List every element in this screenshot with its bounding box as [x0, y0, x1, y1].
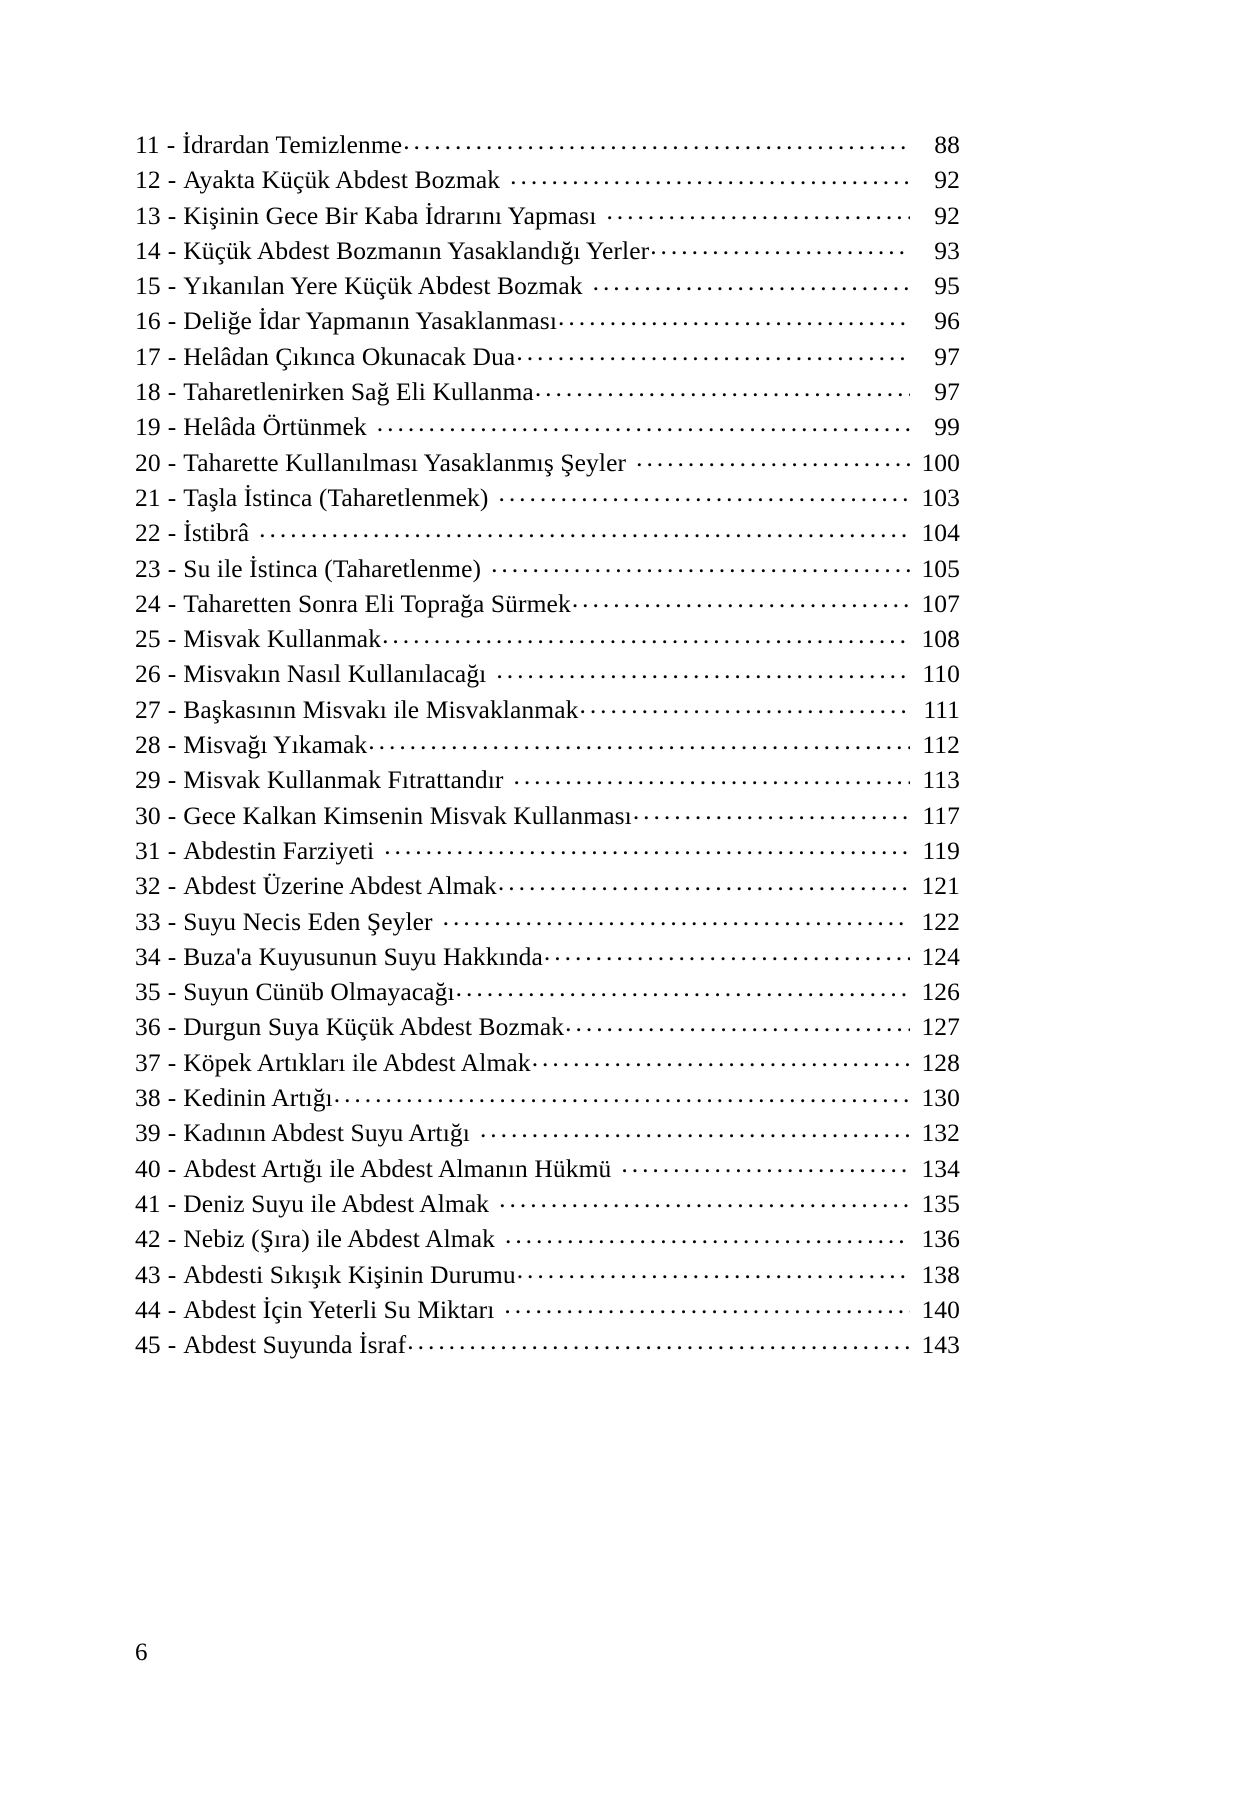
toc-entry-page-number: 103 — [921, 482, 960, 512]
toc-entry-page-number: 128 — [921, 1047, 960, 1077]
toc-entry-separator: - — [167, 871, 177, 901]
toc-entry-title: Deliğe İdar Yapmanın Yasaklanması — [183, 306, 558, 336]
toc-entry-number: 24 — [135, 588, 161, 618]
toc-dot-leader — [633, 798, 910, 824]
toc-entry-title: Su ile İstinca (Taharetlenme) — [183, 553, 482, 583]
toc-entry-page-number: 121 — [921, 871, 960, 901]
toc-entry-number: 38 — [135, 1083, 161, 1113]
toc-entry-separator: - — [167, 1083, 177, 1113]
toc-dot-leader — [579, 692, 910, 718]
toc-entry-number: 45 — [135, 1330, 161, 1360]
toc-entry-title: Misvakın Nasıl Kullanılacağı — [183, 659, 487, 689]
toc-entry-page-number: 93 — [934, 235, 960, 265]
toc-entry-number: 33 — [135, 906, 161, 936]
toc-entry[interactable] — [135, 727, 960, 762]
toc-entry-title: Deniz Suyu ile Abdest Almak — [183, 1188, 490, 1218]
toc-dot-leader — [572, 586, 910, 612]
toc-entry-number: 37 — [135, 1047, 161, 1077]
toc-entry[interactable] — [135, 1080, 960, 1115]
toc-entry-separator: - — [167, 412, 177, 442]
toc-entry-separator: - — [167, 1294, 177, 1324]
toc-dot-leader — [496, 1222, 910, 1248]
toc-entry-page-number: 143 — [921, 1330, 960, 1360]
toc-entry-number: 18 — [135, 377, 161, 407]
toc-entry-number: 42 — [135, 1224, 161, 1254]
toc-entry[interactable] — [135, 904, 960, 939]
toc-dot-leader — [504, 763, 910, 789]
toc-entry[interactable] — [135, 162, 960, 197]
toc-dot-leader — [250, 516, 910, 542]
toc-entry-number: 17 — [135, 341, 161, 371]
toc-entry[interactable] — [135, 409, 960, 444]
toc-entry[interactable] — [135, 480, 960, 515]
page-folio-number: 6 — [135, 1639, 148, 1666]
toc-entry-page-number: 124 — [921, 941, 960, 971]
toc-entry-title: Misvak Kullanmak — [183, 624, 382, 654]
toc-entry-separator: - — [167, 200, 177, 230]
toc-entry-title: Suyun Cünüb Olmayacağı — [183, 977, 455, 1007]
toc-entry-separator: - — [167, 1259, 177, 1289]
toc-entry[interactable] — [135, 939, 960, 974]
toc-entry-number: 16 — [135, 306, 161, 336]
toc-entry-title: Abdestin Farziyeti — [183, 835, 375, 865]
toc-entry-title: Buza'a Kuyusunun Suyu Hakkında — [183, 941, 543, 971]
toc-entry-separator: - — [167, 1224, 177, 1254]
toc-dot-leader — [516, 339, 910, 365]
toc-entry-number: 27 — [135, 694, 161, 724]
toc-entry[interactable] — [135, 586, 960, 621]
toc-entry-separator: - — [167, 800, 177, 830]
toc-entry[interactable] — [135, 1221, 960, 1256]
toc-entry-page-number: 105 — [921, 553, 960, 583]
toc-entry-separator: - — [167, 730, 177, 760]
toc-entry-number: 12 — [135, 165, 161, 195]
toc-entry[interactable] — [135, 445, 960, 480]
toc-entry-page-number: 97 — [934, 341, 960, 371]
toc-entry[interactable] — [135, 621, 960, 656]
toc-entry-page-number: 92 — [934, 200, 960, 230]
toc-entry[interactable] — [135, 127, 960, 162]
toc-entry-separator: - — [167, 1118, 177, 1148]
toc-entry-title: Abdest İçin Yeterli Su Miktarı — [183, 1294, 495, 1324]
toc-entry-page-number: 112 — [922, 730, 960, 760]
toc-dot-leader — [612, 1151, 910, 1177]
toc-entry-separator: - — [167, 941, 177, 971]
toc-dot-leader — [334, 1081, 910, 1107]
toc-entry-page-number: 136 — [921, 1224, 960, 1254]
toc-entry-title: Taharette Kullanılması Yasaklanmış Şeyler — [183, 447, 627, 477]
toc-entry-separator: - — [167, 447, 177, 477]
toc-entry-title: Abdest Suyunda İsraf — [183, 1330, 407, 1360]
toc-entry-number: 22 — [135, 518, 161, 548]
toc-entry[interactable] — [135, 656, 960, 691]
toc-entry[interactable] — [135, 339, 960, 374]
toc-entry[interactable] — [135, 692, 960, 727]
toc-entry[interactable] — [135, 233, 960, 268]
toc-dot-leader — [407, 1328, 910, 1354]
toc-dot-leader — [368, 410, 910, 436]
toc-entry-number: 30 — [135, 800, 161, 830]
toc-entry-page-number: 111 — [923, 694, 960, 724]
toc-dot-leader — [627, 445, 910, 471]
toc-entry[interactable] — [135, 1151, 960, 1186]
toc-entry-page-number: 130 — [921, 1083, 960, 1113]
toc-entry-number: 23 — [135, 553, 161, 583]
toc-dot-leader — [403, 128, 910, 154]
toc-entry-title: Helâdan Çıkınca Okunacak Dua — [183, 341, 516, 371]
toc-entry-title: Abdest Üzerine Abdest Almak — [183, 871, 497, 901]
toc-entry-separator: - — [167, 588, 177, 618]
toc-entry-separator: - — [167, 553, 177, 583]
toc-entry-page-number: 100 — [921, 447, 960, 477]
toc-entry-title: Helâda Örtünmek — [183, 412, 367, 442]
toc-entry-separator: - — [167, 977, 177, 1007]
toc-entry[interactable] — [135, 974, 960, 1009]
toc-entry-title: Misvağı Yıkamak — [183, 730, 368, 760]
toc-entry-number: 36 — [135, 1012, 161, 1042]
toc-entry-number: 43 — [135, 1259, 161, 1289]
toc-entry-page-number: 97 — [934, 377, 960, 407]
toc-entry-number: 13 — [135, 200, 161, 230]
toc-entry-separator: - — [166, 130, 176, 159]
toc-dot-leader — [368, 728, 910, 754]
toc-entry[interactable] — [135, 198, 960, 233]
toc-entry-number: 35 — [135, 977, 161, 1007]
toc-entry-separator: - — [167, 1188, 177, 1218]
toc-entry-separator: - — [167, 1330, 177, 1360]
toc-entry-number: 41 — [135, 1188, 161, 1218]
toc-entry-number: 29 — [135, 765, 161, 795]
toc-entry-separator: - — [167, 624, 177, 654]
toc-entry-title: Misvak Kullanmak Fıtrattandır — [183, 765, 504, 795]
toc-entry-separator: - — [167, 377, 177, 407]
toc-entry-number: 19 — [135, 412, 161, 442]
toc-entry-page-number: 104 — [921, 518, 960, 548]
toc-entry-number: 32 — [135, 871, 161, 901]
toc-entry[interactable] — [135, 303, 960, 338]
toc-entry-page-number: 113 — [922, 765, 960, 795]
toc-entry-title: Kişinin Gece Bir Kaba İdrarını Yapması — [183, 200, 597, 230]
toc-dot-leader — [650, 233, 910, 259]
toc-entry-title: Taşla İstinca (Taharetlenmek) — [183, 482, 489, 512]
toc-entry-separator: - — [167, 694, 177, 724]
toc-entry-title: İstibrâ — [183, 518, 250, 548]
toc-dot-leader — [558, 304, 910, 330]
toc-entry[interactable] — [135, 551, 960, 586]
toc-entry-title: Küçük Abdest Bozmanın Yasaklandığı Yerler — [183, 235, 650, 265]
toc-entry-separator: - — [167, 659, 177, 689]
toc-dot-leader — [584, 269, 910, 295]
toc-entry[interactable] — [135, 1115, 960, 1150]
toc-entry-page-number: 110 — [922, 659, 960, 689]
toc-entry-page-number: 96 — [934, 306, 960, 336]
toc-entry-number: 40 — [135, 1153, 161, 1183]
toc-entry-number: 39 — [135, 1118, 161, 1148]
toc-entry-separator: - — [167, 341, 177, 371]
toc-dot-leader — [456, 975, 910, 1001]
toc-entry[interactable] — [135, 374, 960, 409]
toc-entry-number: 25 — [135, 624, 161, 654]
toc-entry-separator: - — [167, 1012, 177, 1042]
toc-entry-page-number: 117 — [922, 800, 960, 830]
toc-dot-leader — [498, 869, 910, 895]
toc-entry-page-number: 122 — [921, 906, 960, 936]
toc-entry-page-number: 134 — [921, 1153, 960, 1183]
toc-dot-leader — [375, 833, 910, 859]
toc-entry-title: Ayakta Küçük Abdest Bozmak — [183, 165, 501, 195]
toc-dot-leader — [490, 1186, 910, 1212]
toc-entry[interactable] — [135, 1045, 960, 1080]
toc-entry-separator: - — [167, 906, 177, 936]
toc-dot-leader — [471, 1116, 910, 1142]
toc-entry-page-number: 88 — [934, 130, 960, 159]
toc-entry-number: 26 — [135, 659, 161, 689]
toc-entry-title: Kadının Abdest Suyu Artığı — [183, 1118, 470, 1148]
toc-dot-leader — [565, 1010, 910, 1036]
toc-entry-page-number: 126 — [921, 977, 960, 1007]
toc-entry-page-number: 119 — [922, 835, 960, 865]
toc-entry-separator: - — [167, 165, 177, 195]
toc-entry-number: 11 — [135, 130, 160, 159]
toc-entry-number: 44 — [135, 1294, 161, 1324]
toc-entry-number: 34 — [135, 941, 161, 971]
toc-dot-leader — [495, 1292, 910, 1318]
toc-entry[interactable] — [135, 1327, 960, 1362]
toc-entry-title: Taharetlenirken Sağ Eli Kullanma — [183, 377, 534, 407]
toc-entry-title: Durgun Suya Küçük Abdest Bozmak — [183, 1012, 565, 1042]
toc-entry-separator: - — [167, 482, 177, 512]
toc-dot-leader — [535, 375, 910, 401]
toc-entry-number: 14 — [135, 235, 161, 265]
toc-entry-number: 28 — [135, 730, 161, 760]
toc-entry-title: Nebiz (Şıra) ile Abdest Almak — [183, 1224, 495, 1254]
toc-entry-title: Abdest Artığı ile Abdest Almanın Hükmü — [183, 1153, 612, 1183]
toc-entry-separator: - — [167, 518, 177, 548]
toc-entry-page-number: 127 — [921, 1012, 960, 1042]
toc-entry[interactable] — [135, 1009, 960, 1044]
toc-entry-title: Gece Kalkan Kimsenin Misvak Kullanması — [183, 800, 632, 830]
toc-entry[interactable] — [135, 868, 960, 903]
toc-entry-page-number: 99 — [934, 412, 960, 442]
toc-dot-leader — [487, 657, 910, 683]
toc-entry-title: Köpek Artıkları ile Abdest Almak — [183, 1047, 531, 1077]
toc-entry[interactable] — [135, 833, 960, 868]
toc-entry-page-number: 138 — [921, 1259, 960, 1289]
toc-entry[interactable] — [135, 268, 960, 303]
toc-entry-separator: - — [167, 835, 177, 865]
toc-entry-separator: - — [167, 1047, 177, 1077]
toc-entry[interactable] — [135, 515, 960, 550]
toc-entry-separator: - — [167, 235, 177, 265]
toc-dot-leader — [544, 939, 910, 965]
toc-entry-page-number: 95 — [934, 271, 960, 301]
toc-entry-title: Yıkanılan Yere Küçük Abdest Bozmak — [183, 271, 583, 301]
toc-entry[interactable] — [135, 1292, 960, 1327]
toc-entry-title: Taharetten Sonra Eli Toprağa Sürmek — [183, 588, 571, 618]
toc-entry-number: 15 — [135, 271, 161, 301]
toc-entry-number: 20 — [135, 447, 161, 477]
toc-entry-separator: - — [167, 271, 177, 301]
toc-entry-title: Başkasının Misvakı ile Misvaklanmak — [183, 694, 579, 724]
toc-entry-page-number: 140 — [921, 1294, 960, 1324]
table-of-contents-list — [135, 127, 960, 1362]
toc-entry-separator: - — [167, 765, 177, 795]
toc-entry-title: Kedinin Artığı — [183, 1083, 333, 1113]
toc-entry-title: İdrardan Temizlenme — [182, 130, 403, 159]
toc-entry-title: Suyu Necis Eden Şeyler — [183, 906, 433, 936]
toc-dot-leader — [532, 1045, 910, 1071]
toc-dot-leader — [597, 198, 910, 224]
toc-entry[interactable] — [135, 798, 960, 833]
toc-entry[interactable] — [135, 762, 960, 797]
toc-dot-leader — [382, 622, 910, 648]
toc-entry[interactable] — [135, 1186, 960, 1221]
toc-entry-number: 21 — [135, 482, 161, 512]
toc-entry-page-number: 92 — [934, 165, 960, 195]
toc-dot-leader — [482, 551, 910, 577]
toc-dot-leader — [434, 904, 910, 930]
toc-entry-separator: - — [167, 306, 177, 336]
toc-entry-number: 31 — [135, 835, 161, 865]
toc-dot-leader — [517, 1257, 910, 1283]
toc-entry-title: Abdesti Sıkışık Kişinin Durumu — [183, 1259, 516, 1289]
toc-entry[interactable] — [135, 1257, 960, 1292]
toc-entry-separator: - — [167, 1153, 177, 1183]
toc-dot-leader — [501, 163, 910, 189]
toc-entry-page-number: 132 — [921, 1118, 960, 1148]
toc-entry-page-number: 135 — [921, 1188, 960, 1218]
toc-entry-page-number: 108 — [921, 624, 960, 654]
toc-entry-page-number: 107 — [921, 588, 960, 618]
toc-dot-leader — [489, 480, 910, 506]
